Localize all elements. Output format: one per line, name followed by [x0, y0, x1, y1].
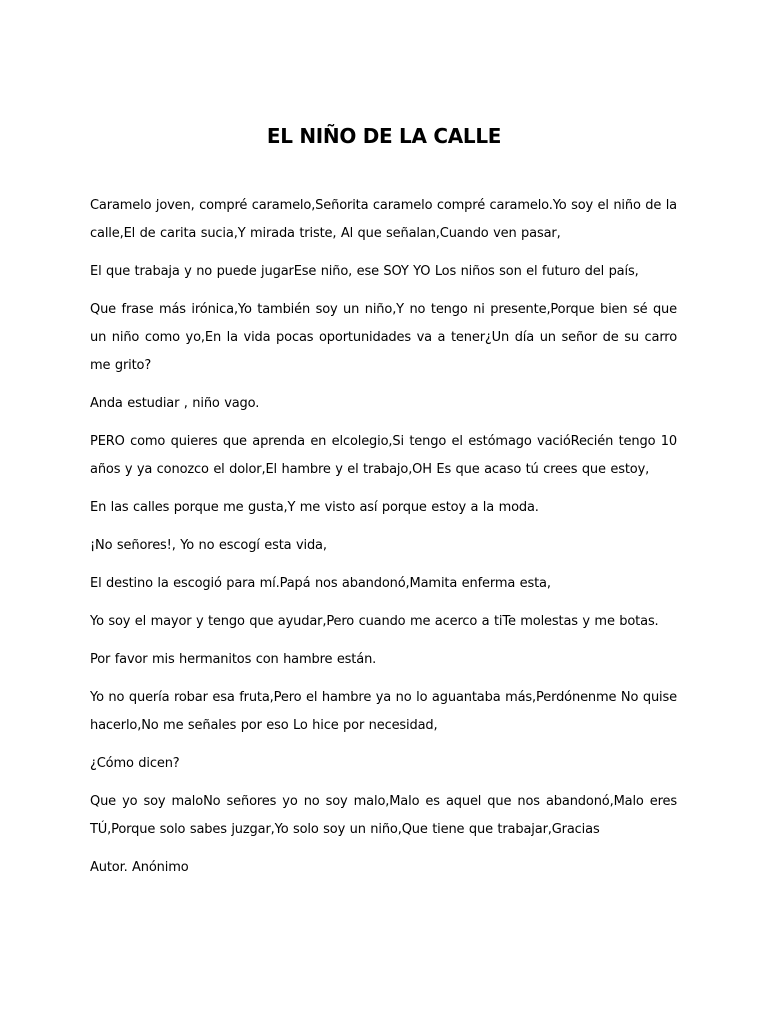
paragraph-11: Yo no quería robar esa fruta,Pero el hambre ya no lo aguantaba más,Perdónenme No quise hacerlo,No me señales por eso Lo hice por necesidad, [90, 690, 677, 733]
paragraph-8: El destino la escogió para mí.Papá nos abandonó,Mamita enferma esta, [90, 576, 551, 591]
paragraph-12: ¿Cómo dicen? [90, 756, 180, 771]
paragraph-9: Yo soy el mayor y tengo que ayudar,Pero cuando me acerco a tiTe molestas y me botas. [90, 614, 659, 629]
paragraph-13: Que yo soy maloNo señores yo no soy malo,Malo es aquel que nos abandonó,Malo eres TÚ,Porque solo sabes juzgar,Yo solo soy un niño,Que tiene que trabajar,Gracias [90, 794, 677, 837]
paragraph-6: En las calles porque me gusta,Y me visto así porque estoy a la moda. [90, 500, 539, 515]
paragraph-1: Caramelo joven, compré caramelo,Señorita caramelo compré caramelo.Yo soy el niño de la calle,El de carita sucia,Y mirada triste, Al que señalan,Cuando ven pasar, [90, 198, 677, 241]
paragraph-2: El que trabaja y no puede jugarEse niño, ese SOY YO Los niños son el futuro del país, [90, 264, 639, 279]
paragraph-5: PERO como quieres que aprenda en elcolegio,Si tengo el estómago vacióRecién tengo 10 años y ya conozco el dolor,El hambre y el trabajo,OH Es que acaso tú crees que estoy, [90, 434, 677, 477]
document-title: EL NIÑO DE LA CALLE [266, 124, 502, 148]
paragraph-7: ¡No señores!, Yo no escogí esta vida, [90, 538, 327, 553]
document-body [90, 192, 677, 892]
paragraph-3: Que frase más irónica,Yo también soy un niño,Y no tengo ni presente,Porque bien sé que un niño como yo,En la vida pocas oportunidades va a tener¿Un día un señor de su carro me grito? [90, 302, 677, 373]
paragraph-4: Anda estudiar , niño vago. [90, 396, 260, 411]
paragraph-10: Por favor mis hermanitos con hambre están. [90, 652, 377, 667]
author-line: Autor. Anónimo [90, 860, 189, 875]
